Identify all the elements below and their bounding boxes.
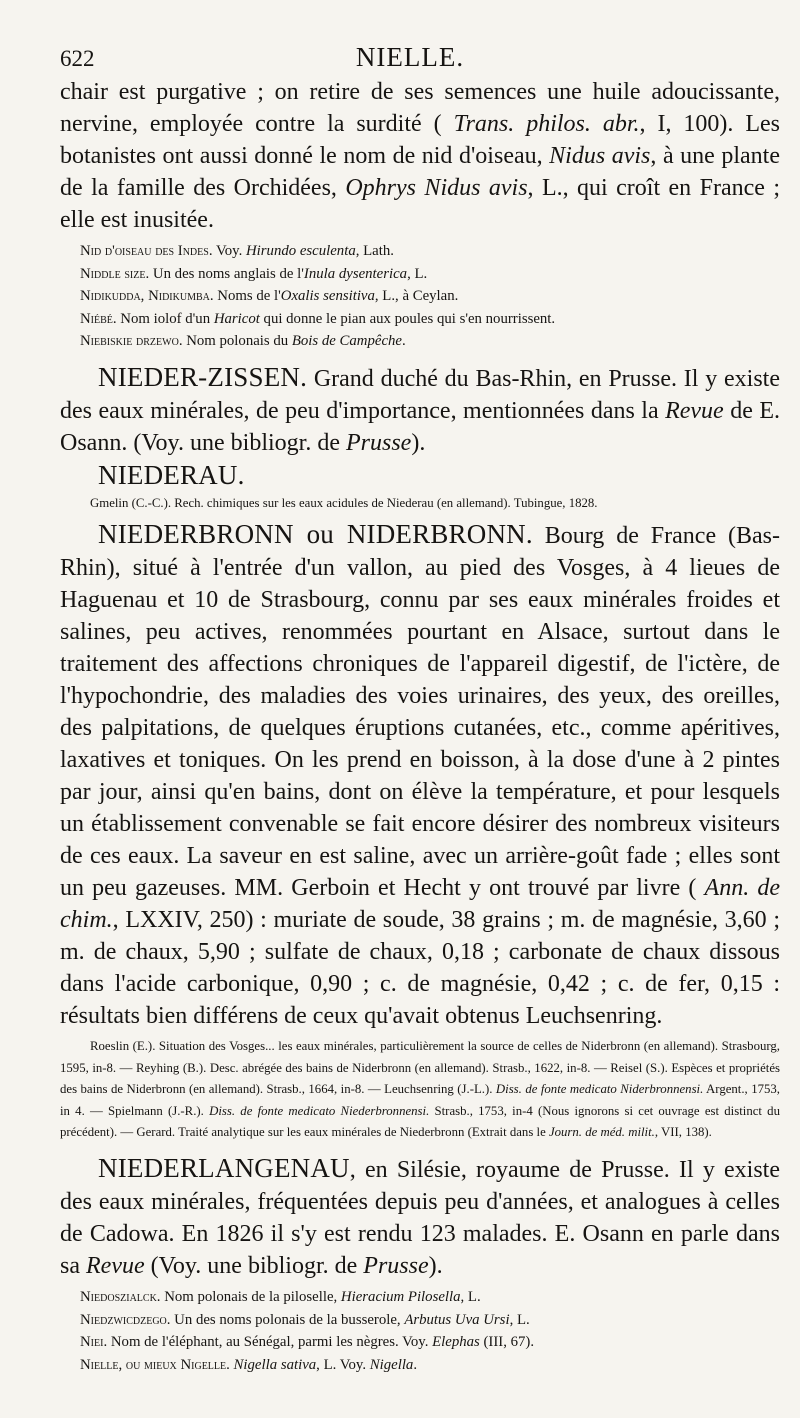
entry-term: Niébé. xyxy=(80,310,117,327)
page-number: 622 xyxy=(60,46,95,71)
entry-heading: NIEDERBRONN ou NIDERBRONN. xyxy=(98,519,533,550)
entry-term: Nielle, ou mieux Nigelle. xyxy=(80,1356,230,1373)
entry-heading: NIEDERLANGENAU xyxy=(98,1153,350,1184)
entry-niederbronn: NIEDERBRONN ou NIDERBRONN. Bourg de France (Bas-Rhin), situé à l'entrée d'un vallon, au pied des Vosges, à 4 lieues de Haguenau et 10 de Strasbourg, connu par ses eaux minérales froides et salines, peu actives, renommées pourtant en Alsace, surtout dans le traitement des affections chroniques de l'appareil digestif, de l'ictère, de l'hypochondrie, des maladies des voies urinaires, des yeux, des oreilles, des palpitations, de quelques éruptions cutanées, etc., comme apéritives, laxatives et toniques. On les prend en boisson, à la dose d'une à 2 pintes par jour, ainsi qu'en bains, dont on élève la température, et pour lesquels un établissement convenable se fait encore désirer des nombreux visiteurs de ces eaux. La saveur en est saline, avec un arrière-goût fade ; elles sont un peu gazeuses. MM. Gerboin et Hecht y ont trouvé par livre ( Ann. de chim., LXXIV, 250) : muriate de soude, 38 grains ; m. de magnésie, 3,60 ; m. de chaux, 5,90 ; sulfate de chaux, 0,18 ; carbonate de chaux dissous dans l'acide carbonique, 0,90 ; c. de magnésie, 0,42 ; c. de fer, 0,15 : résultats bien différens de ceux qu'avait obtenus Leuchsenring. xyxy=(60,519,781,1030)
entry-term: Niedoszialck. xyxy=(80,1289,161,1306)
entry-term: Nid d'oiseau des Indes. xyxy=(80,243,213,259)
bibliography: Roeslin (E.). Situation des Vosges... les eaux minérales, particulièrement la source de celles de Niderbronn (en allemand). Strasbourg, 1595, in-8. — Reyhing (B.). Desc. abrégée des bains de Niderbronn (en allemand). Strasb., 1622, in-8. — Reisel (S.). Espèces et propriétés des bains de Niderbronn (en allemand). Strasb., 1664, in-8. — Leuchsenring (J.-L.). Diss. de fonte medicato Niderbronnensi. Argent., 1753, in 4. — Spielmann (J.-R.). Diss. de fonte medicato Niederbronnensi. Strasb., 1753, in-4 (Nous ignorons si cet ouvrage est distinct du précédent). — Gerard. Traité analytique sur les eaux minérales de Niederbronn (Extrait dans le Journ. de méd. milit., VII, 138). xyxy=(60,1039,781,1140)
short-entry: Niddle size. Un des noms anglais de l'Inula dysenterica, L. xyxy=(80,265,428,282)
short-entry: Niedoszialck. Nom polonais de la piloselle, Hieracium Pilosella, L. xyxy=(80,1289,481,1306)
page-header xyxy=(60,40,760,80)
entry-term: Nidikudda, Nidikumba. xyxy=(80,288,214,304)
short-entry: Niébé. Nom iolof d'un Haricot qui donne le pian aux poules qui s'en nourrissent. xyxy=(80,310,556,327)
entry-heading: NIEDERAU. xyxy=(98,459,245,490)
entry-term: Niebiskie drzewo. xyxy=(80,333,183,349)
short-entry: Niedzwicdzego. Un des noms polonais de la busserole, Arbutus Uva Ursi, L. xyxy=(80,1311,530,1328)
bibliography: Gmelin (C.-C.). Rech. chimiques sur les eaux acidules de Niederau (en allemand). Tubingue, 1828. xyxy=(90,495,598,510)
running-head: NIELLE. xyxy=(355,42,465,72)
latin-name: Nidus avis xyxy=(549,143,651,169)
latin-name: Ophrys Nidus avis xyxy=(345,175,528,201)
citation: Trans. philos. abr. xyxy=(453,111,640,137)
short-entry: Nid d'oiseau des Indes. Voy. Hirundo esculenta, Lath. xyxy=(80,243,394,259)
entry-term: Niedzwicdzego. xyxy=(80,1311,171,1328)
entry-heading: NIEDER-ZISSEN. xyxy=(98,361,308,392)
entry-niederlangenau: NIEDERLANGENAU, en Silésie, royaume de Prusse. Il y existe des eaux minérales, fréquentées depuis peu d'années, et analogues à celles de Cadowa. En 1826 il s'y est rendu 123 malades. E. Osann en parle dans sa Revue (Voy. une bibliogr. de Prusse). xyxy=(60,1153,780,1280)
short-entry: Nidikudda, Nidikumba. Noms de l'Oxalis sensitiva, L., à Ceylan. xyxy=(80,288,459,304)
page-content xyxy=(60,76,780,1376)
entry-niederau xyxy=(60,459,780,493)
short-entry: Niebiskie drzewo. Nom polonais du Bois de Campêche. xyxy=(80,333,406,349)
intro-paragraph: chair est purgative ; on retire de ses semences une huile adoucissante, nervine, employée contre la surdité ( Trans. philos. abr., I, 100). Les botanistes ont aussi donné le nom de nid d'oiseau, Nidus avis, à une plante de la famille des Orchidées, Ophrys Nidus avis, L., qui croît en France ; elle est inusitée. xyxy=(60,79,781,233)
short-entry: Nielle, ou mieux Nigelle. Nigella sativa, L. Voy. Nigella. xyxy=(80,1356,418,1373)
entry-term: Niei. xyxy=(80,1334,108,1351)
entry-term: Niddle size. xyxy=(80,265,150,282)
entry-nieder-zissen: NIEDER-ZISSEN. Grand duché du Bas-Rhin, en Prusse. Il y existe des eaux minérales, de peu d'importance, mentionnées dans la Revue de E. Osann. (Voy. une bibliogr. de Prusse). xyxy=(60,361,780,456)
short-entry: Niei. Nom de l'éléphant, au Sénégal, parmi les nègres. Voy. Elephas (III, 67). xyxy=(80,1334,535,1351)
